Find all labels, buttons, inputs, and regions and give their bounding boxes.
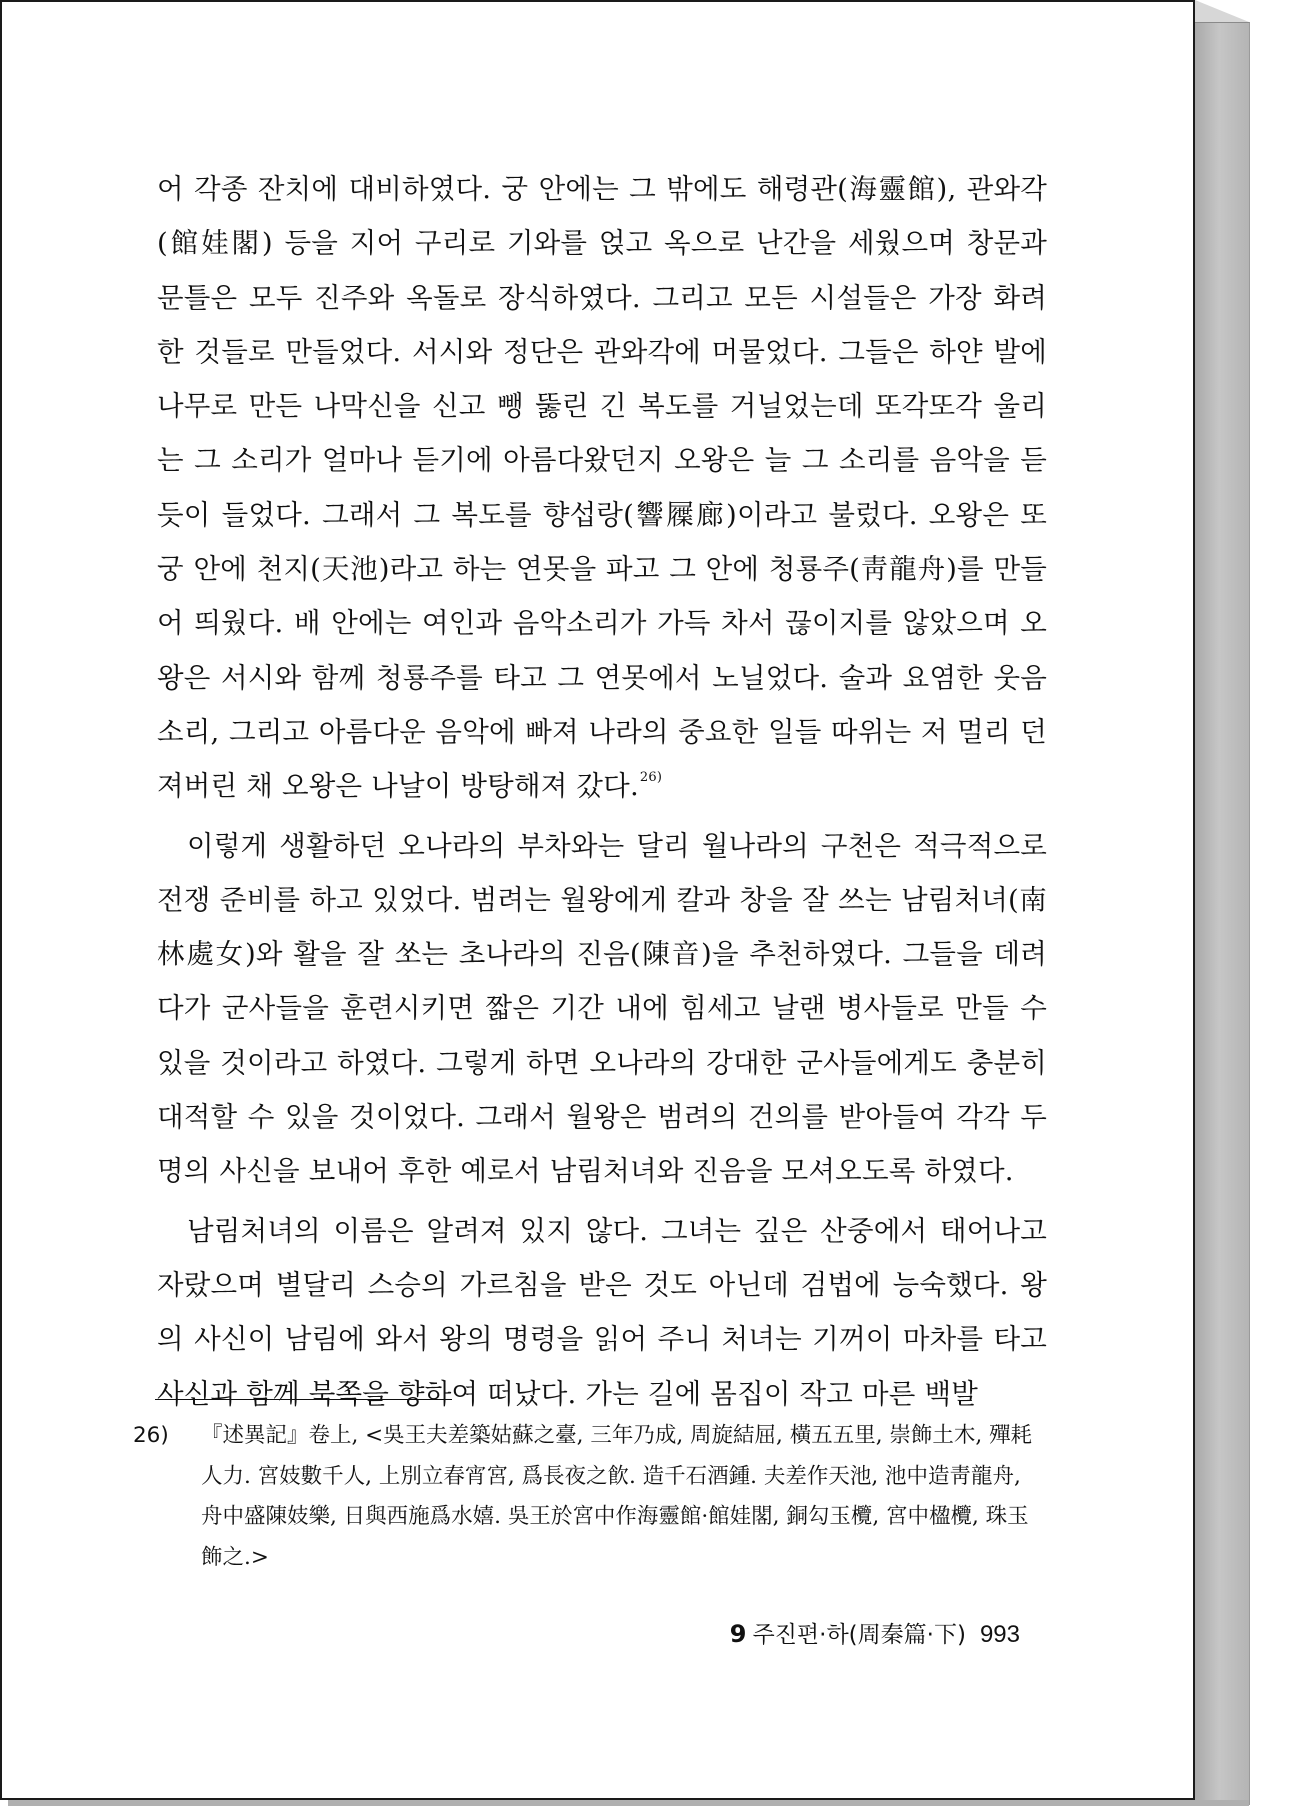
paragraph-text: 이렇게 생활하던 오나라의 부차와는 달리 월나라의 구천은 적극적으로 전쟁 준비를 하고 있었다. 범려는 월왕에게 칼과 창을 잘 쓰는 남림처녀(南林處女)와 활을 잘 쏘는 초나라의 진음(陳音)을 추천하였다. 그들을 데려다가 군사들을 훈련시키면 짧은 기간 내에 힘세고 날랜 병사들로 만들 수 있을 것이라고 하였다. 그렇게 하면 오나라의 강대한 군사들에게도 충분히 대적할 수 있을 것이었다. 그래서 월왕은 범려의 건의를 받아들여 각각 두 명의 사신을 보내어 후한 예로서 남림처녀와 진음을 모셔오도록 하였다. xyxy=(157,829,1047,1188)
paragraph xyxy=(157,1204,1047,1421)
paragraph xyxy=(157,162,1047,814)
footnote-divider xyxy=(155,1399,452,1400)
body-text xyxy=(157,162,1047,1421)
paragraph xyxy=(157,819,1047,1199)
chapter-number: 9 xyxy=(729,1620,747,1648)
footnote-text: 『述異記』卷上, <吳王夫差築姑蘇之臺, 三年乃成, 周旋結屈, 橫五五里, 崇飾土木, 殫耗人力. 宮妓數千人, 上別立春宵宮, 爲長夜之飮. 造千石酒鍾. 夫差作天池, 池中造靑龍舟, 舟中盛陳妓樂, 日與西施爲水嬉. 吳王於宮中作海靈館·館娃閣, 銅勾玉欖, 宮中楹欖, 珠玉飾之.> xyxy=(201,1423,1033,1570)
paragraph-text: 어 각종 잔치에 대비하였다. 궁 안에는 그 밖에도 해령관(海靈館), 관와각(館娃閣) 등을 지어 구리로 기와를 얹고 옥으로 난간을 세웠으며 창문과 문틀은 모두 진주와 옥돌로 장식하였다. 그리고 모든 시설들은 가장 화려한 것들로 만들었다. 서시와 정단은 관와각에 머물었다. 그들은 하얀 발에 나무로 만든 나막신을 신고 뺑 뚫린 긴 복도를 거닐었는데 또각또각 울리는 그 소리가 얼마나 듣기에 아름다왔던지 오왕은 늘 그 소리를 음악을 듣듯이 들었다. 그래서 그 복도를 향섭랑(響屧廊)이라고 불렀다. 오왕은 또 궁 안에 천지(天池)라고 하는 연못을 파고 그 안에 청룡주(靑龍舟)를 만들어 띄웠다. 배 안에는 여인과 음악소리가 가득 차서 끊이지를 않았으며 오왕은 서시와 함께 청룡주를 타고 그 연못에서 노닐었다. 술과 요염한 웃음소리, 그리고 아름다운 음악에 빠져 나라의 중요한 일들 따위는 저 멀리 던져버린 채 오왕은 나날이 방탕해져 갔다. xyxy=(157,173,1047,803)
footnote-label: 26) xyxy=(133,1423,169,1448)
footnote xyxy=(133,1416,1047,1578)
book-page-edge xyxy=(1195,22,1250,1805)
page-corner xyxy=(1195,0,1249,22)
footnote-entry xyxy=(133,1416,1047,1578)
footnote-reference[interactable]: 26) xyxy=(639,770,663,786)
running-footer xyxy=(2,1616,1020,1649)
book-bottom-edge xyxy=(8,1800,1249,1806)
chapter-title: 주진편·하(周秦篇·下) xyxy=(752,1622,966,1648)
paragraph-text: 남림처녀의 이름은 알려져 있지 않다. 그녀는 깊은 산중에서 태어나고 자랐으며 별달리 스승의 가르침을 받은 것도 아닌데 검법에 능숙했다. 왕의 사신이 남림에 와서 왕의 명령을 읽어 주니 처녀는 기꺼이 마차를 타고 사신과 함께 북쪽을 향하여 떠났다. 가는 길에 몸집이 작고 마른 백발 xyxy=(157,1214,1047,1410)
page-number: 993 xyxy=(979,1621,1020,1648)
